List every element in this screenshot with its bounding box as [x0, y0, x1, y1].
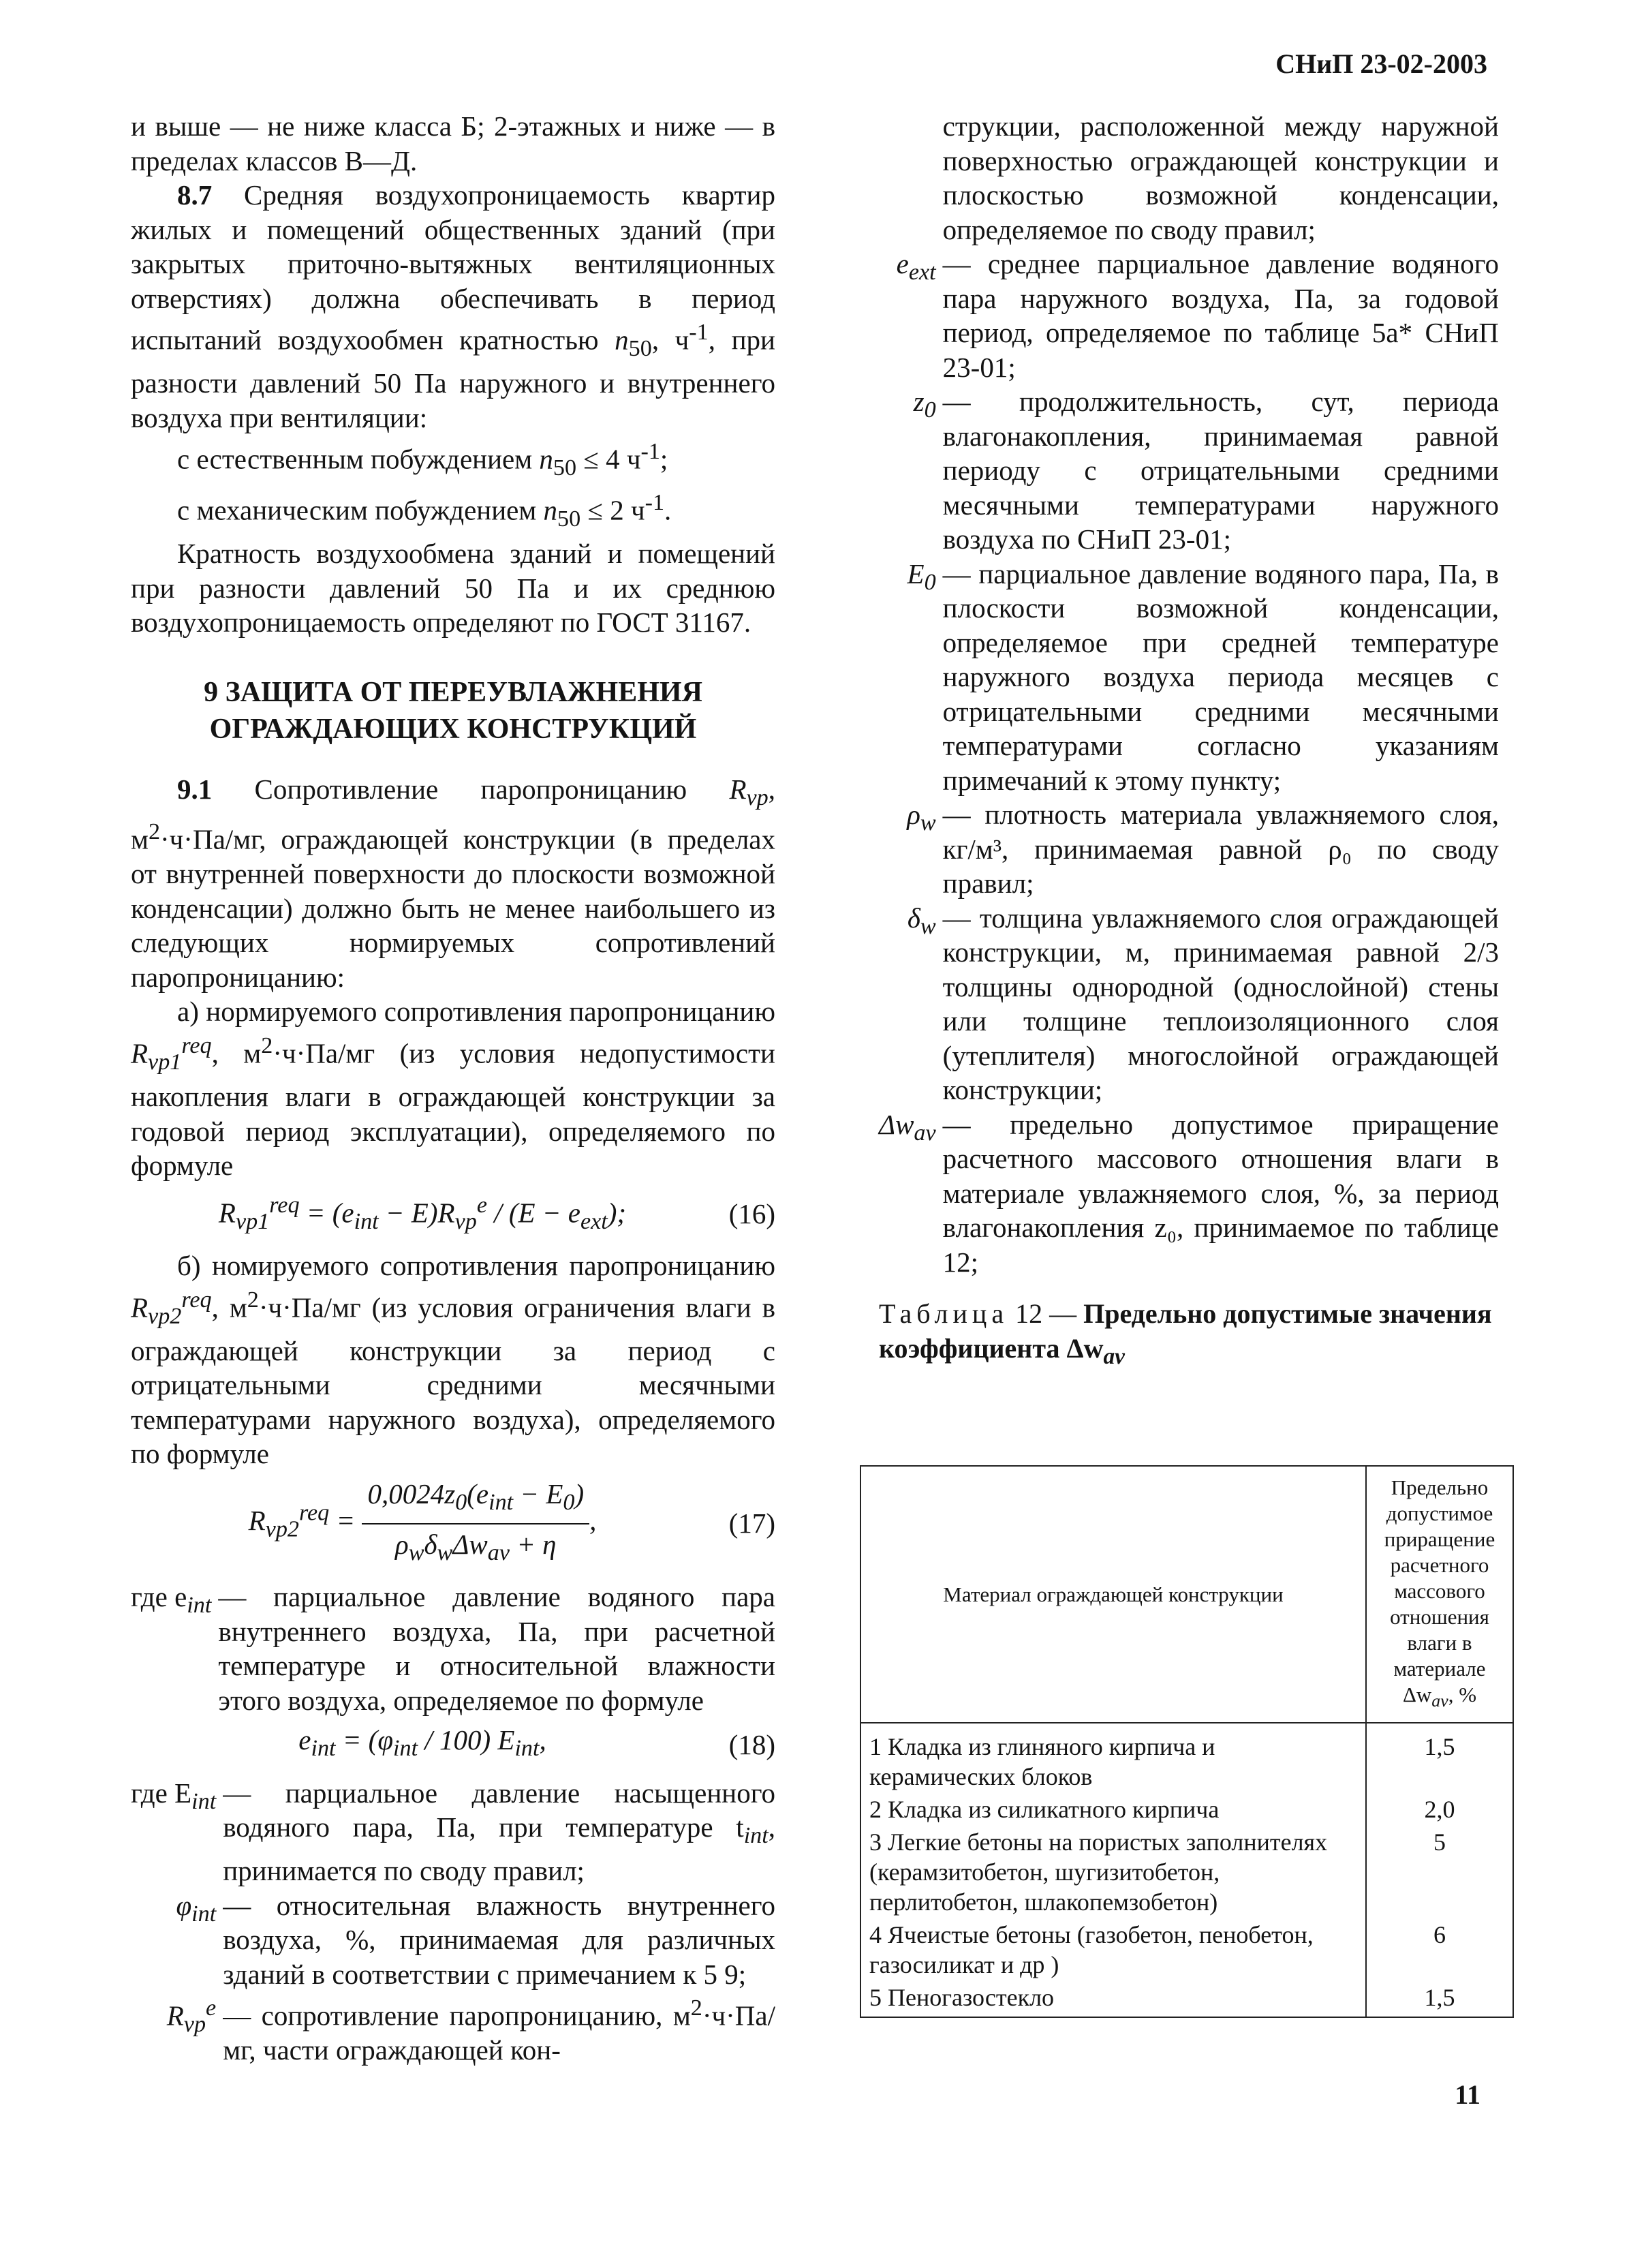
text: Средняя воздухопроницаемость квартир жилых и помещений общественных зданий (при закрытых приточно-вытяжных вентиляционных отверстиях) должна обеспечивать в период испытаний воздухообмен кратностью — [131, 179, 775, 356]
symbol: Δw — [879, 1108, 914, 1140]
text: + η — [510, 1528, 557, 1560]
text: где e — [131, 1581, 187, 1613]
text: — парциальное давление насыщенного водяного пара, Па, при температуре t — [223, 1777, 775, 1843]
symbol: δ — [907, 902, 920, 934]
subscript: w — [408, 1539, 424, 1565]
paragraph-9-1-b — [131, 1248, 775, 1471]
def-symbol — [131, 1991, 216, 2068]
text: / 100) E — [418, 1724, 515, 1756]
subscript: av — [914, 1120, 936, 1146]
text: (e — [467, 1477, 489, 1510]
text: ) — [574, 1477, 585, 1510]
text: ; — [660, 444, 668, 475]
definitions-right — [879, 109, 1499, 1279]
clause-number: 9.1 — [177, 773, 213, 805]
symbol: R — [218, 1197, 236, 1229]
right-column — [879, 109, 1499, 1383]
text: . — [664, 494, 672, 526]
equation-number: (18) — [728, 1728, 775, 1760]
caption-number: 12 — — [1008, 1298, 1084, 1329]
text: а) нормируемого сопротивления паропроницанию — [177, 996, 775, 1028]
subscript: vp — [454, 1208, 477, 1234]
subscript: int — [311, 1736, 336, 1762]
text: ρ — [395, 1528, 409, 1560]
paragraph-9-1 — [131, 772, 775, 995]
caption-word: Таблица — [879, 1298, 1009, 1329]
table-row — [860, 1981, 1513, 2017]
def-text: — среднее парциальное давление водяного пара наружного воздуха, Па, за годовой период, определяемое по таблице 5а* СНиП 23-01; — [942, 248, 1499, 383]
def-symbol-empty — [879, 109, 936, 247]
text: / (E − e — [486, 1197, 580, 1229]
value-cell: 1,5 — [1366, 1981, 1513, 2017]
equation-17 — [131, 1477, 775, 1570]
symbol: e — [896, 248, 909, 279]
subscript: 50 — [628, 335, 652, 361]
text: ≤ 4 ч — [576, 444, 641, 475]
material-cell: 3 Легкие бетоны на пористых заполнителях (керамзитобетон, шугизитобетон, перлитобетон, шлакопемзобетон) — [860, 1826, 1366, 1918]
value-cell: 5 — [1366, 1826, 1513, 1918]
subscript: ext — [908, 260, 936, 286]
text: Δw — [452, 1528, 488, 1560]
text: , ч — [651, 324, 689, 356]
subscript: int — [393, 1736, 418, 1762]
def-text: — плотность материала увлажняемого слоя, кг/м³, принимаемая равной ρ₀ по своду правил; — [942, 799, 1499, 899]
subscript: vp1 — [148, 1049, 182, 1075]
text: б) номируемого сопротивления паропроницанию — [177, 1250, 775, 1282]
paragraph-8-7 — [131, 178, 775, 435]
left-column — [131, 109, 775, 2068]
subscript: 50 — [553, 455, 577, 481]
def-symbol — [879, 797, 936, 901]
text: ·ч·Па/мг, ограждающей конструкции (в пределах от внутренней поверхности до плоскости возможной конденсации) должно быть не менее наибольшего из следующих нормируемых сопротивлений паропроницанию: — [131, 823, 775, 993]
superscript: req — [181, 1287, 212, 1313]
fraction — [362, 1477, 589, 1570]
ventilation-mechanical — [131, 486, 775, 536]
def-text: — продолжительность, сут, периода влагонакопления, принимаемая равной периоду с отрицательными средними месячными температурами наружного воздуха по СНиП 23-01; — [942, 386, 1499, 555]
symbol: n — [543, 494, 558, 526]
subscript: vp — [746, 784, 769, 810]
def-symbol — [879, 557, 936, 798]
text: Предельно допустимое приращение расчетного массового отношения влаги в материале Δw — [1384, 1475, 1495, 1706]
subscript: vp2 — [148, 1303, 182, 1329]
superscript: 2 — [690, 1995, 702, 2021]
equation-body: $R_{vp2}^{req}$ = $\frac{0,0024z_0(e_{int} - E_0)}{\rho_w\delta_w\Delta w_{av} + \eta}$ , — [131, 1477, 714, 1570]
subscript: av — [1103, 1343, 1125, 1369]
def-text: — относительная влажность внутреннего воздуха, %, принимаемая для различных зданий в соответствии с примечанием к 5 9; — [223, 1889, 775, 1990]
symbol: n — [539, 444, 553, 475]
text: , принимается по своду правил; — [223, 1811, 775, 1887]
subscript: int — [354, 1208, 379, 1234]
superscript: -1 — [640, 439, 660, 465]
symbol: ρ — [907, 799, 920, 830]
text: ); — [607, 1197, 627, 1229]
paragraph-9-1-a — [131, 994, 775, 1182]
subscript: 0 — [924, 569, 936, 595]
superscript: req — [181, 1032, 212, 1058]
material-cell: 4 Ячеистые бетоны (газобетон, пенобетон, газосиликат и др ) — [860, 1918, 1366, 1981]
subscript: int — [191, 1901, 217, 1927]
text: φ — [176, 1889, 192, 1921]
document-code-header: СНиП 23-02-2003 — [1275, 48, 1487, 79]
section-title-line: 9 ЗАЩИТА ОТ ПЕРЕУВЛАЖНЕНИЯ — [204, 676, 702, 708]
text: , при разности давлений 50 Па наружного и внутреннего воздуха при вентиляции: — [131, 324, 775, 433]
page-number: 11 — [1455, 2079, 1480, 2110]
equation-body — [131, 1723, 714, 1766]
text: Сопротивление паропроницанию — [212, 773, 730, 805]
text: ·ч·Па/мг (из условия ограничения влаги в ограждающей конструкции за период с отрицательными средними месячными температурами наружного воздуха), определяемого по формуле — [131, 1291, 775, 1470]
def-text — [223, 1776, 775, 1888]
text: ·ч·Па/мг (из условия недопустимости накопления влаги в ограждающей конструкции за годовой период эксплуатации), определяемого по формуле — [131, 1037, 775, 1182]
clause-number: 8.7 — [177, 179, 213, 211]
def-text: — толщина увлажняемого слоя ограждающей конструкции, м, принимаемая равной 2/3 толщины однородной (однослойной) стены или толщине теплоизоляционного слоя (утеплителя) многослойной ограждающей конструкции; — [942, 902, 1499, 1105]
text: , м — [211, 1291, 247, 1323]
subscript: w — [920, 913, 936, 939]
subscript: int — [514, 1736, 540, 1762]
equation-18 — [131, 1723, 775, 1766]
table-header-value — [1366, 1466, 1513, 1723]
section-title-line: ОГРАЖДАЮЩИХ КОНСТРУКЦИЙ — [209, 713, 697, 745]
def-symbol — [879, 247, 936, 384]
text: , м — [211, 1037, 262, 1069]
table-row — [860, 1793, 1513, 1826]
superscript: req — [269, 1192, 300, 1218]
symbol: R — [131, 1037, 149, 1069]
value-cell: 2,0 — [1366, 1793, 1513, 1826]
subscript: av — [487, 1539, 510, 1565]
superscript: -1 — [645, 489, 665, 515]
table-row — [860, 1723, 1513, 1793]
superscript: e — [206, 1995, 217, 2021]
def-text: — парциальное давление водяного пара, Па, в плоскости возможной конденсации, определяемое при средней температуре наружного воздуха периода месяцев с отрицательными средними месячными температурами согласно указаниям примечаний к этому пункту; — [942, 557, 1499, 796]
equation-number: (16) — [728, 1197, 775, 1229]
subscript: 0 — [924, 397, 936, 423]
text: − E)R — [378, 1197, 455, 1229]
denominator — [390, 1524, 562, 1571]
def-symbol — [131, 1776, 216, 1888]
text: δ — [424, 1528, 437, 1560]
material-cell: 5 Пеногазостекло — [860, 1981, 1366, 2017]
numerator: $0,0024z_0(e_{int} - E_0)$ — [362, 1477, 589, 1524]
def-text: — предельно допустимое приращение расчетного массового отношения влаги в материале увлажняемого слоя, %, за период влагонакопления z₀, принимаемое по таблице 12; — [942, 1108, 1499, 1278]
def-symbol — [131, 1888, 216, 1992]
def-symbol — [879, 901, 936, 1107]
text: ·ч·Па/мг, части ограждающей кон- — [223, 1999, 775, 2066]
subscript: vp2 — [265, 1516, 299, 1542]
table-12 — [860, 1465, 1514, 2018]
def-symbol — [131, 1580, 211, 1717]
subscript: int — [191, 1789, 217, 1815]
text: где E — [131, 1777, 192, 1809]
text: — сопротивление паропроницанию, м — [223, 1999, 691, 2032]
material-cell: 1 Кладка из глиняного кирпича и керамических блоков — [860, 1723, 1366, 1793]
superscript: 2 — [261, 1032, 273, 1058]
definitions-left — [131, 1580, 775, 1717]
material-cell: 2 Кладка из силикатного кирпича — [860, 1793, 1366, 1826]
equation-16 — [131, 1189, 775, 1239]
equation-number: (17) — [728, 1507, 775, 1539]
ventilation-natural — [131, 435, 775, 485]
subscript: int — [187, 1593, 212, 1619]
equation-body — [131, 1189, 714, 1239]
superscript: -1 — [689, 320, 709, 345]
caption-title: Предельно допустимые значения коэффициента Δw — [879, 1298, 1492, 1364]
symbol: R — [131, 1291, 149, 1323]
table-header-material: Материал ограждающей конструкции — [860, 1466, 1366, 1723]
text: , % — [1448, 1683, 1477, 1706]
superscript: e — [476, 1192, 487, 1218]
paragraph-air-exchange: Кратность воздухообмена зданий и помещений при разности давлений 50 Па и их среднюю воздухопроницаемость определяют по ГОСТ 31167. — [131, 538, 775, 639]
section-9-title — [131, 674, 775, 748]
superscript: 2 — [148, 819, 161, 845]
text: = (e — [306, 1197, 354, 1229]
def-text: — парциальное давление водяного пара внутреннего воздуха, Па, при расчетной температуре и относительной влажности этого воздуха, определяемое по формуле — [218, 1581, 775, 1716]
superscript: req — [299, 1500, 330, 1526]
paragraph-continuation: и выше — не ниже класса Б; 2-этажных и ниже — в пределах классов В—Д. — [131, 110, 775, 177]
value-cell: 6 — [1366, 1918, 1513, 1981]
def-text: струкции, расположенной между наружной поверхностью ограждающей конструкции и плоскостью возможной конденсации, определяемое по своду правил; — [942, 110, 1499, 245]
superscript: 2 — [247, 1287, 259, 1313]
def-text — [223, 1991, 775, 2068]
table-caption — [879, 1297, 1499, 1374]
text: с естественным побуждением — [177, 444, 540, 475]
subscript: ext — [580, 1208, 608, 1234]
subscript: int — [488, 1490, 514, 1516]
table-row — [860, 1918, 1513, 1981]
text: R — [166, 1999, 184, 2032]
symbol: R — [248, 1505, 266, 1536]
symbol: R — [729, 773, 747, 805]
text: = (φ — [335, 1724, 394, 1756]
subscript: vp — [183, 2012, 206, 2037]
def-symbol — [879, 384, 936, 557]
def-symbol — [879, 1107, 936, 1280]
subscript: vp1 — [235, 1208, 270, 1234]
table-row — [860, 1826, 1513, 1918]
text: − E — [513, 1477, 563, 1510]
text: ≤ 2 ч — [580, 494, 645, 526]
symbol: n — [615, 324, 629, 356]
subscript: av — [1431, 1691, 1448, 1711]
definitions-left-2 — [131, 1776, 775, 2068]
text: e — [298, 1724, 311, 1756]
subscript: w — [437, 1539, 453, 1565]
subscript: w — [920, 810, 936, 836]
text: с механическим побуждением — [177, 494, 544, 526]
subscript: 50 — [557, 506, 581, 532]
value-cell: 1,5 — [1366, 1723, 1513, 1793]
text: 0,0024z — [367, 1477, 456, 1510]
symbol: z — [913, 386, 925, 417]
text: , — [539, 1724, 546, 1756]
text: , м — [131, 773, 775, 855]
subscript: int — [743, 1823, 769, 1849]
symbol: E — [907, 557, 925, 589]
